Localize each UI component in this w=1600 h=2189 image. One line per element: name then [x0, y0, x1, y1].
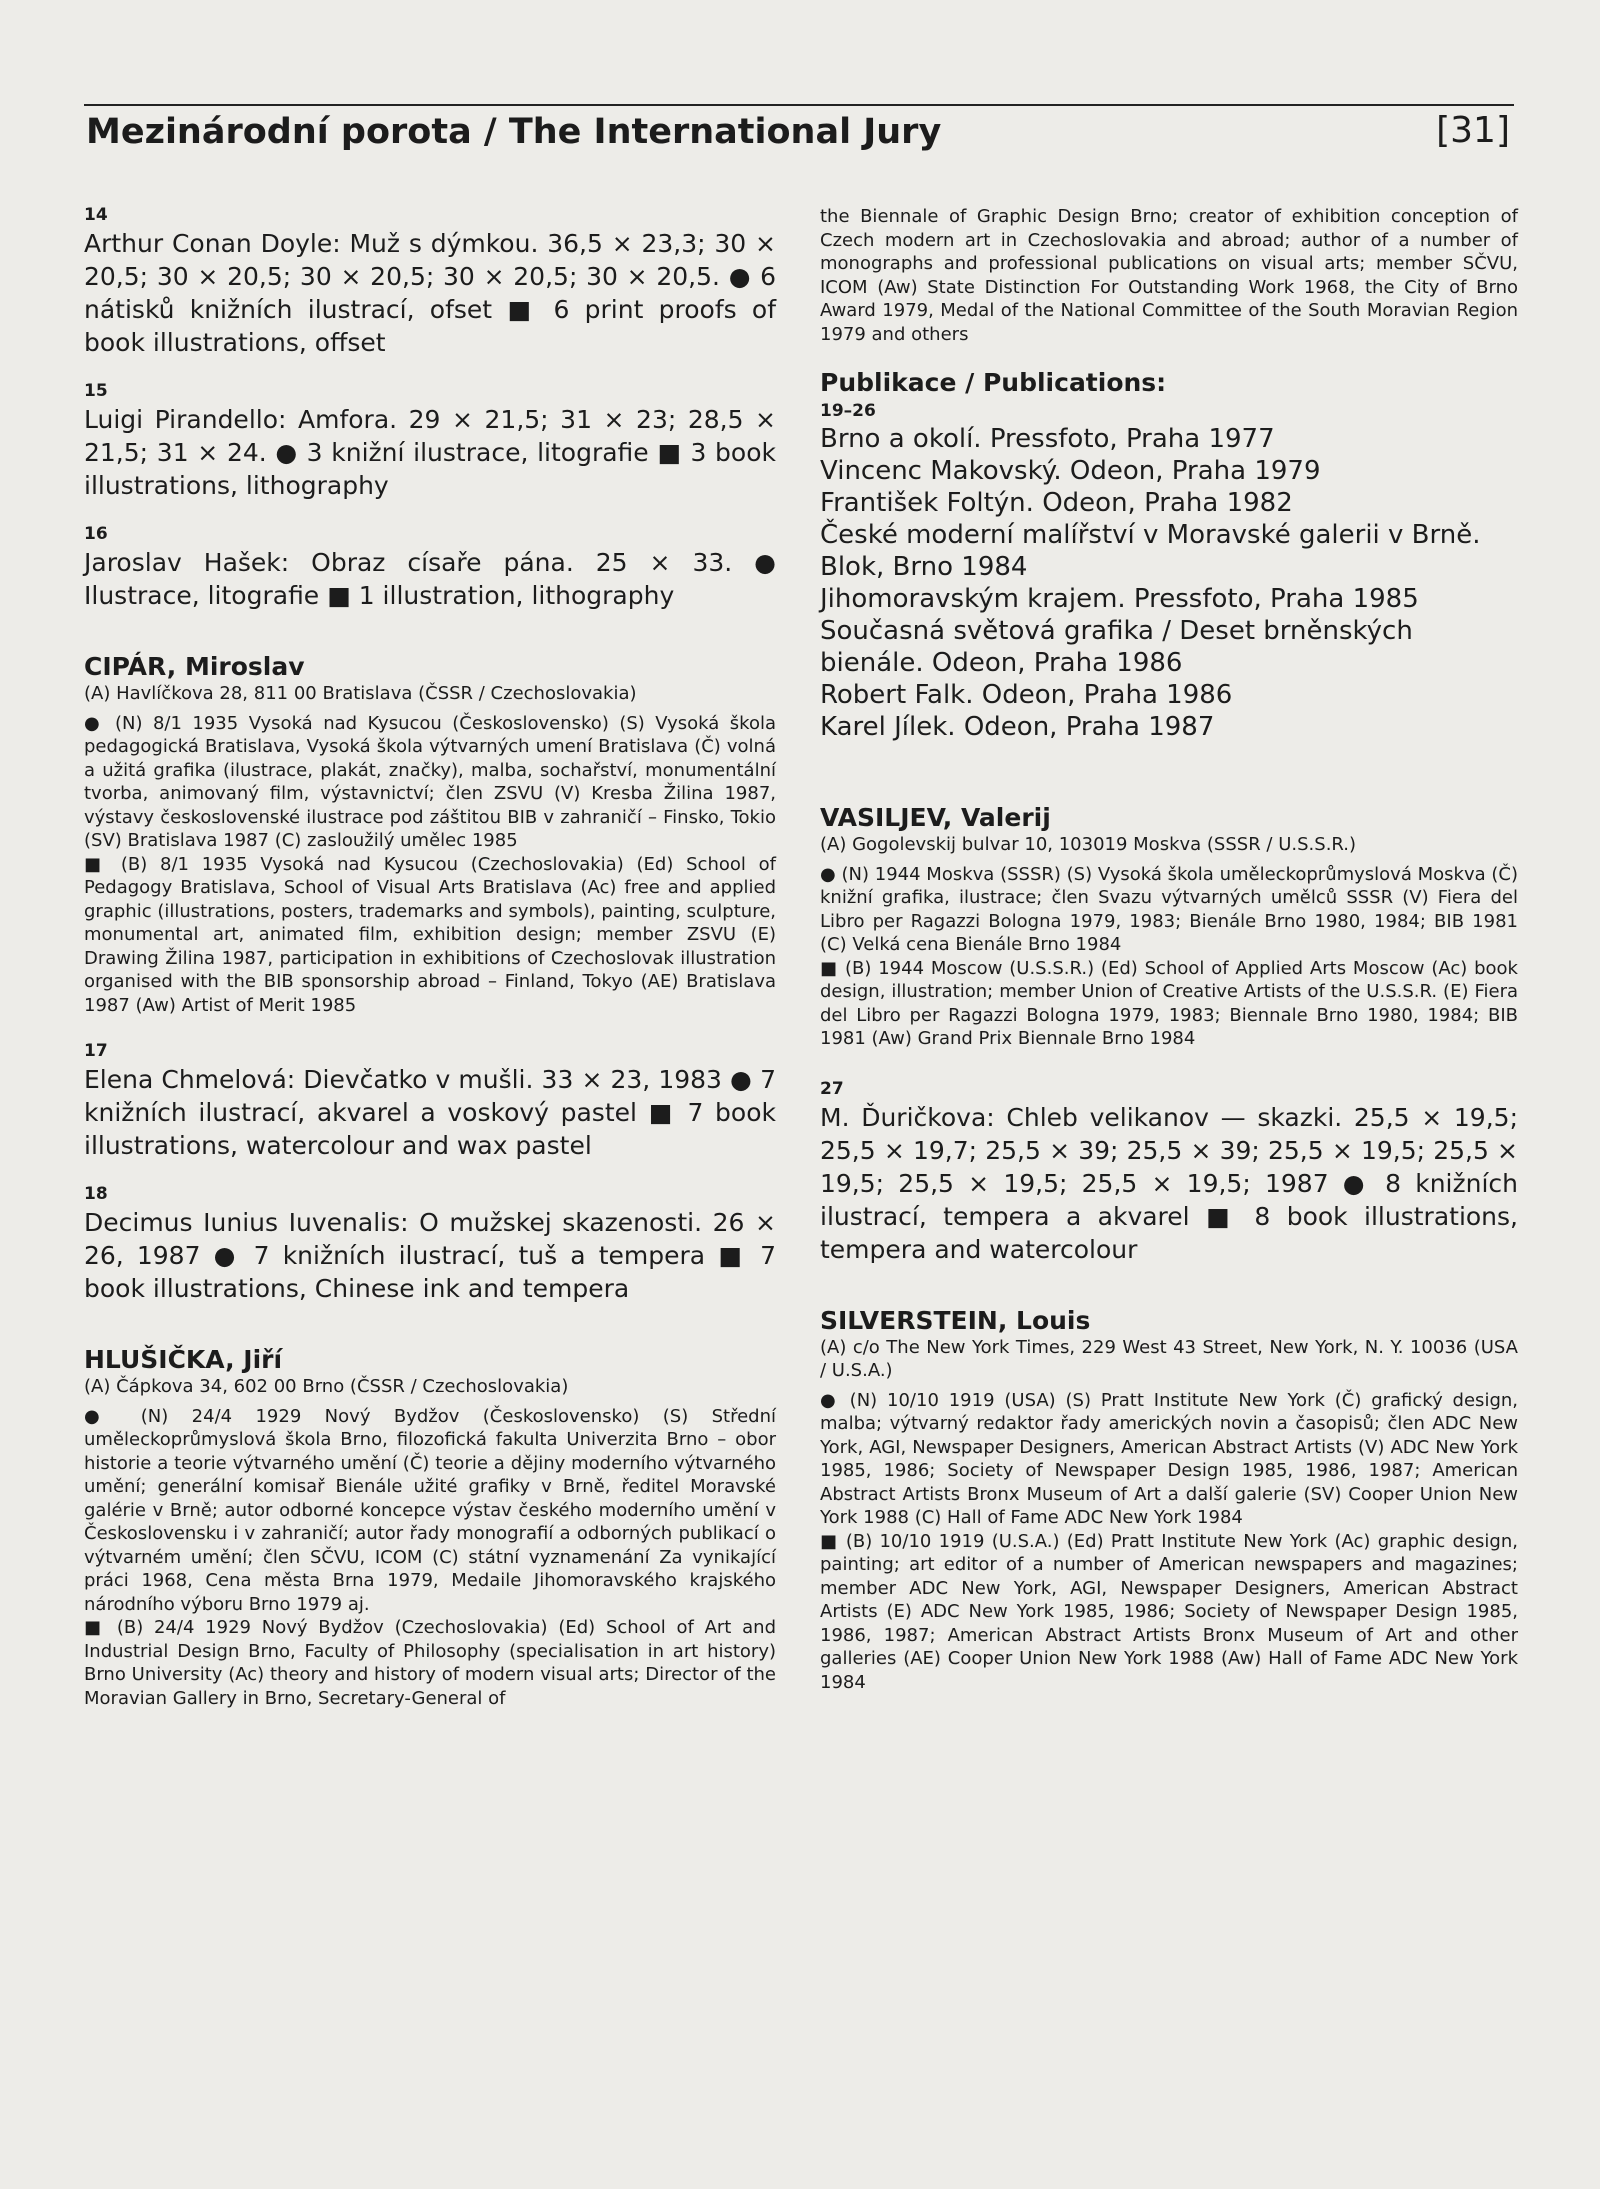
publication-item: Současná světová grafika / Deset brněnských bienále. Odeon, Praha 1986	[820, 616, 1413, 678]
publications	[820, 368, 1518, 743]
jury-member-silverstein	[820, 1306, 1518, 1695]
work-entry-15	[84, 381, 776, 502]
jury-member-vasiljev	[820, 803, 1518, 1051]
publication-item: České moderní malířství v Moravské galerii v Brně. Blok, Brno 1984	[820, 520, 1481, 582]
work-description: Decimus Iunius Iuvenalis: O mužskej skazenosti. 26 × 26, 1987 ● 7 knižních ilustrací, tuš a tempera ■ 7 book illustrations, Chinese ink and tempera	[84, 1208, 776, 1303]
work-number: 14	[84, 205, 108, 225]
jury-member-name: VASILJEV, Valerij	[820, 803, 1051, 832]
jury-member-name: HLUŠIČKA, Jiří	[84, 1345, 283, 1374]
work-description: Luigi Pirandello: Amfora. 29 × 21,5; 31 × 23; 28,5 × 21,5; 31 × 24. ● 3 knižní ilustrace, litografie ■ 3 book illustrations, lithography	[84, 405, 776, 500]
page-title: Mezinárodní porota / The International Jury	[86, 112, 942, 152]
work-entry-27	[820, 1079, 1518, 1266]
jury-member-name: SILVERSTEIN, Louis	[820, 1305, 1091, 1335]
jury-member-name: CIPÁR, Miroslav	[84, 652, 305, 681]
jury-member-bio-en: the Biennale of Graphic Design Brno; creator of exhibition conception of Czech modern art in Czechoslovakia and abroad; author of a number of monographs and professional publications on visual arts; member SČVU, ICOM (Aw) State Distinction For Outstanding Work 1968, the City of Brno Award 1979, Medal of the National Committee of the South Moravian Region 1979 and others	[820, 206, 1518, 345]
jury-member-address: (A) c/o The New York Times, 229 West 43 Street, New York, N. Y. 10036 (USA / U.S.A.)	[820, 1336, 1518, 1381]
jury-member-address: (A) Gogolevskij bulvar 10, 103019 Moskva (SSSR / U.S.S.R.)	[820, 834, 1357, 855]
work-number: 18	[84, 1184, 108, 1204]
jury-member-bio-cz: ● (N) 10/10 1919 (USA) (S) Pratt Institute New York (Č) grafický design, malba; výtvarný redaktor řady amerických novin a časopisů; člen ADC New York, AGI, Newspaper Designers, American Abstract Artists (V) ADC New York 1985, 1986; Society of Newspaper Design 1985, 1986, 1987; American Abstract Artists Bronx Museum of Art a další galerie (SV) Cooper Union New York 1988 (C) Hall of Fame ADC New York 1984	[820, 1389, 1518, 1528]
work-description: Arthur Conan Doyle: Muž s dýmkou. 36,5 × 23,3; 30 × 20,5; 30 × 20,5; 30 × 20,5; 30 × 20,5; 30 × 20,5. ● 6 nátisků knižních ilustrací, ofset ■ 6 print proofs of book illustrations, offset	[84, 229, 776, 357]
jury-member-bio-cz: ● (N) 8/1 1935 Vysoká nad Kysucou (Československo) (S) Vysoká škola pedagogická Bratislava, Vysoká škola výtvarných umení Bratislava (Č) volná a užitá grafika (ilustrace, plakát, značky), malba, sochařství, monumentální tvorba, animovaný film, výstavnictví; člen ZSVU (V) Kresba Žilina 1987, výstavy československé ilustrace pod záštitou BIB v zahraničí – Finsko, Tokio (SV) Bratislava 1987 (C) zasloužilý umělec 1985	[84, 712, 776, 851]
work-description: Jaroslav Hašek: Obraz císaře pána. 25 × 33. ● Ilustrace, litografie ■ 1 illustration, lithography	[84, 548, 776, 610]
work-number: 27	[820, 1078, 844, 1099]
publications-heading: Publikace / Publications:	[820, 368, 1167, 397]
publication-item: František Foltýn. Odeon, Praha 1982	[820, 488, 1293, 518]
work-entry-17	[84, 1041, 776, 1162]
jury-member-hlusicka	[84, 1345, 776, 1710]
publication-item: Brno a okolí. Pressfoto, Praha 1977	[820, 424, 1275, 454]
work-description: Elena Chmelová: Dievčatko v mušli. 33 × 23, 1983 ● 7 knižních ilustrací, akvarel a voskový pastel ■ 7 book illustrations, watercolour and wax pastel	[84, 1065, 776, 1160]
publication-item: Jihomoravským krajem. Pressfoto, Praha 1985	[820, 584, 1419, 614]
right-column	[820, 205, 1518, 1716]
publication-item: Karel Jílek. Odeon, Praha 1987	[820, 712, 1215, 742]
header-rule	[84, 104, 1514, 106]
jury-member-bio-en: ■ (B) 8/1 1935 Vysoká nad Kysucou (Czechoslovakia) (Ed) School of Pedagogy Bratislava, School of Visual Arts Bratislava (Ac) free and applied graphic (illustrations, posters, trademarks and symbols), painting, sculpture, monumental art, animated film, exhibition design; member ZSVU (E) Drawing Žilina 1987, participation in exhibitions of Czechoslovak illustration organised with the BIB sponsorship abroad – Finland, Tokyo (AE) Bratislava 1987 (Aw) Artist of Merit 1985	[84, 853, 776, 1016]
page-number: [31]	[1436, 110, 1510, 151]
jury-member-bio-en: ■ (B) 10/10 1919 (U.S.A.) (Ed) Pratt Institute New York (Ac) graphic design, painting; art editor of a number of American newspapers and magazines; member ADC New York, AGI, Newspaper Designers, American Abstract Artists (E) ADC New York 1985, 1986; Society of Newspaper Design 1985, 1986, 1987; American Abstract Artists Bronx Museum of Art and other galleries (AE) Cooper Union New York 1988 (Aw) Hall of Fame ADC New York 1984	[820, 1530, 1518, 1693]
work-entry-18	[84, 1184, 776, 1305]
publication-item: Robert Falk. Odeon, Praha 1986	[820, 680, 1233, 710]
publications-list	[820, 423, 1518, 743]
jury-member-bio-cz: ● (N) 1944 Moskva (SSSR) (S) Vysoká škola uměleckoprůmyslová Moskva (Č) knižní grafika, ilustrace; člen Svazu výtvarných umělců SSSR (V) Fiera del Libro per Ragazzi Bologna 1979, 1983; Bienále Brno 1980, 1984; BIB 1981 (C) Velká cena Bienále Brno 1984	[820, 863, 1518, 955]
work-description: M. Ďuričkova: Chleb velikanov — skazki. 25,5 × 19,5; 25,5 × 19,7; 25,5 × 39; 25,5 × 39; 25,5 × 19,5; 25,5 × 19,5; 25,5 × 19,5; 25,5 × 19,5; 1987 ● 8 knižních ilustrací, tempera a akvarel ■ 8 book illustrations, tempera and watercolour	[820, 1102, 1518, 1264]
left-column	[84, 205, 776, 1732]
work-entry-14	[84, 205, 776, 359]
jury-member-hlusicka-continued	[820, 205, 1518, 346]
jury-member-address: (A) Havlíčkova 28, 811 00 Bratislava (ČSSR / Czechoslovakia)	[84, 683, 637, 704]
jury-member-bio-en: ■ (B) 1944 Moscow (U.S.S.R.) (Ed) School of Applied Arts Moscow (Ac) book design, illustration; member Union of Creative Artists of the U.S.S.R. (E) Fiera del Libro per Ragazzi Bologna 1979, 1983; Biennale Brno 1980, 1984; BIB 1981 (Aw) Grand Prix Biennale Brno 1984	[820, 957, 1518, 1049]
publication-item: Vincenc Makovský. Odeon, Praha 1979	[820, 456, 1321, 486]
publications-range: 19–26	[820, 401, 876, 421]
work-number: 16	[84, 524, 108, 544]
jury-member-bio-en: ■ (B) 24/4 1929 Nový Bydžov (Czechoslovakia) (Ed) School of Art and Industrial Design Brno, Faculty of Philosophy (specialisation in art history) Brno University (Ac) theory and history of modern visual arts; Director of the Moravian Gallery in Brno, Secretary-General of	[84, 1617, 776, 1709]
jury-member-address: (A) Čápkova 34, 602 00 Brno (ČSSR / Czechoslovakia)	[84, 1376, 569, 1397]
jury-member-cipar	[84, 652, 776, 1017]
jury-member-bio-cz: ● (N) 24/4 1929 Nový Bydžov (Československo) (S) Střední uměleckoprůmyslová škola Brno, filozofická fakulta Univerzita Brno – obor historie a teorie výtvarného umění (Č) teorie a dějiny moderního výtvarného umění; generální komisař Bienále užité grafiky v Brně, ředitel Moravské galérie v Brně; autor odborné koncepce výstav českého moderního umění v Československu i v zahraničí; autor řady monografií a odborných publikací o výtvarném umění; člen SČVU, ICOM (C) státní vyznamenání Za vynikající práci 1968, Cena města Brna 1979, Medaile Jihomoravského krajského národního výboru Brno 1979 aj.	[84, 1405, 776, 1615]
work-number: 15	[84, 381, 108, 401]
work-entry-16	[84, 524, 776, 612]
work-number: 17	[84, 1041, 108, 1061]
